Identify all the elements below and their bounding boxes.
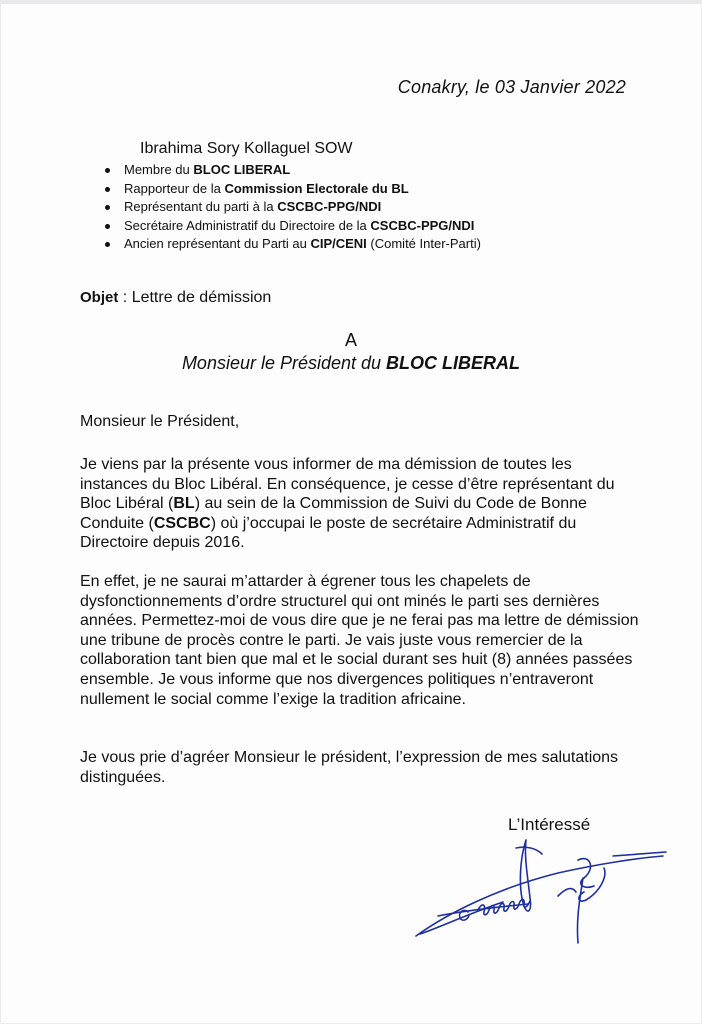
salutation: Monsieur le Président,	[80, 413, 240, 430]
role-item: Secrétaire Administratif du Directoire de la CSCBC-PPG/NDI	[104, 217, 481, 236]
subject-text: Lettre de démission	[131, 289, 272, 306]
addressee-line-a: A	[344, 330, 357, 350]
role-item: Membre du BLOC LIBERAL	[104, 161, 481, 180]
handwritten-signature	[408, 818, 668, 958]
role-item: Ancien représentant du Parti au CIP/CENI (Comité Inter-Parti)	[104, 235, 481, 254]
role-item: Représentant du parti à la CSCBC-PPG/NDI	[104, 198, 481, 217]
body-paragraph-3: Je vous prie d’agréer Monsieur le président, l’expression de mes salutations distinguées.	[80, 749, 619, 786]
subject-line: Objet : Lettre de démission	[80, 289, 272, 306]
subject-label: Objet	[80, 289, 119, 306]
letter-date: Conakry, le 03 Janvier 2022	[397, 77, 626, 97]
page-top-edge	[0, 0, 702, 4]
author-name: Ibrahima Sory Kollaguel SOW	[140, 140, 353, 157]
author-roles-list	[104, 161, 481, 254]
addressee-line-president: Monsieur le Président du BLOC LIBERAL	[181, 353, 521, 373]
signatory-label: L’Intéressé	[508, 815, 591, 834]
body-paragraph-1: Je viens par la présente vous informer de ma démission de toutes les instances du Bloc Libéral. En conséquence, je cesse d’être représentant du Bloc Libéral (BL) au sein de la Commission de Suivi du Code de Bonne Conduite (CSCBC) où j’occupai le poste de secrétaire Administratif du Directoire depuis 2016.	[80, 456, 615, 552]
role-item: Rapporteur de la Commission Electorale du BL	[104, 180, 481, 199]
body-paragraph-2: En effet, je ne saurai m’attarder à égrener tous les chapelets de dysfonctionnements d’ordre structurel qui ont minés le parti ses dernières années. Permettez-moi de vous dire que je ne ferai pas ma lettre de démission une tribune de procès contre le parti. Je vais juste vous remercier de la collaboration tant bien que mal et le social durant ses huit (8) années passées ensemble. Je vous informe que nos divergences politiques n’entraveront nullement le social comme l’exige la tradition africaine.	[80, 573, 639, 708]
